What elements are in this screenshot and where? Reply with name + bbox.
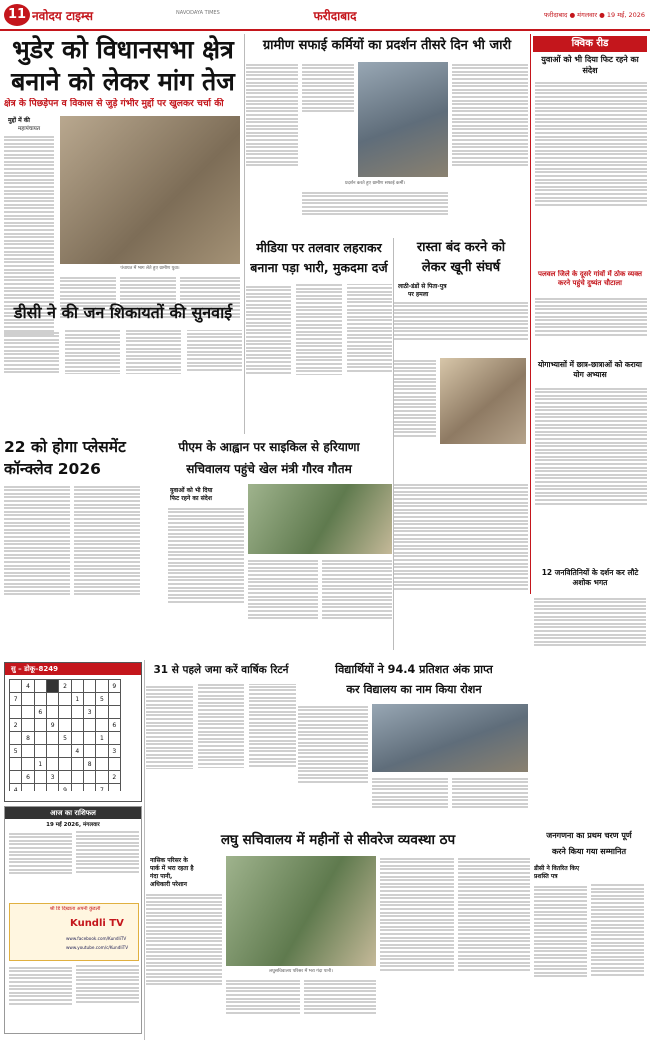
facebook-link[interactable]: www.facebook.com/KundliTV (66, 936, 127, 941)
placement-body-col1 (4, 484, 70, 654)
quick-read-item2-body (535, 296, 647, 358)
cycle-story (146, 436, 392, 656)
students-body-col3 (452, 776, 528, 826)
quick-read-item1-headline: युवाओं को भी दिया फिट रहने का संदेश (541, 55, 639, 75)
media-body (246, 284, 392, 434)
lead-headline-line2: बनाने को लेकर मांग तेज (11, 67, 235, 96)
rashifal-body2 (9, 965, 139, 1031)
road-photo (440, 358, 526, 444)
lead-sub2: महापंचायत (18, 126, 41, 132)
road-story (394, 238, 528, 648)
rashifal-body (9, 831, 139, 901)
sanitation-body-col3 (452, 62, 528, 222)
sanitation-body-col4 (302, 190, 448, 230)
sewerage-body-col2 (226, 978, 300, 1034)
lead-photo (60, 116, 240, 264)
sewerage-sub3: गंदा पानी, (150, 873, 173, 880)
rashifal-box (4, 806, 142, 1034)
rashifal-date: 19 मई 2026, मंगलवार (46, 822, 100, 828)
placement-body-col2 (74, 484, 140, 654)
sudoku-box (4, 662, 142, 802)
lead-headline-line1: भुडेर को विधानसभा क्षेत्र (12, 35, 234, 64)
students-body-col1 (298, 704, 368, 826)
census-sub: डीसी ने वितरित किए (534, 865, 580, 872)
lead-sub: मुद्दों में की (8, 117, 30, 124)
road-body-top (394, 300, 528, 360)
sewerage-photo-caption: लघुसचिवालय परिसर में भरा गंदा पानी। (269, 969, 333, 974)
students-headline-line2: कर विद्यालय का नाम किया रोशन (346, 683, 482, 696)
sewerage-sub: नासिक परिसर के (150, 857, 188, 864)
sewerage-sub2: पार्क में भरा रहता है (150, 865, 194, 872)
census-headline-line1: जनगणना का प्रथम चरण पूर्ण (546, 831, 632, 840)
sewerage-headline: लघु सचिवालय में महीनों से सीवरेज व्यवस्था ठप (220, 832, 456, 848)
brand-name: नवोदय टाइम्स (32, 9, 94, 23)
census-headline-line2: करने किया गया सम्मानित (551, 847, 627, 856)
cycle-sub2: फिट रहने का संदेश (170, 495, 212, 502)
itr-body (146, 684, 296, 816)
students-photo (372, 704, 528, 772)
column-divider (393, 238, 394, 650)
census-story (532, 828, 646, 1038)
column-divider (244, 34, 245, 434)
dateline: फरीदाबाद ● मंगलवार ● 19 मई, 2026 (544, 11, 645, 19)
sewerage-body-col1 (146, 892, 222, 1034)
lead-photo-caption: पंचायत में भाग लेते हुए ग्रामीण युवा। (120, 266, 180, 271)
road-body-bottom (394, 482, 528, 646)
sewerage-sub4: अधिकारी परेशान (150, 881, 187, 888)
quick-read-item3-headline: योगाभ्यासों में छात्र-छात्राओं को कराया योग अभ्यास (538, 360, 642, 379)
cycle-photo (248, 484, 392, 554)
sanitation-photo-caption: प्रदर्शन करते हुए ग्रामीण सफाई कर्मी। (344, 181, 406, 186)
road-headline-line1: रास्ता बंद करने को (416, 240, 506, 255)
itr-story (146, 660, 296, 820)
quick-read-label: क्विक रीड (533, 36, 647, 52)
rashifal-label: आज का राशिफल (5, 807, 141, 819)
cycle-body-col2 (248, 558, 318, 652)
sanitation-photo (358, 62, 448, 177)
road-sub2: पर हमला (408, 291, 429, 298)
lead-kicker: क्षेत्र के पिछड़ेपन व विकास से जुड़े गंभीर मुद्दों पर खुलकर चर्चा की (4, 98, 224, 109)
road-headline-line2: लेकर खूनी संघर्ष (421, 260, 501, 275)
quick-read-item4-headline: 12 जनवितिनियों के दर्शन कर लौटे अशोक भगत (541, 568, 639, 587)
census-sub2: प्रशस्ति पत्र (534, 873, 558, 880)
sanitation-headline: ग्रामीण सफाई कर्मियों का प्रदर्शन तीसरे दिन भी जारी (262, 38, 512, 53)
cycle-body-col3 (322, 558, 392, 652)
cycle-sub: युवाओं को भी दिया (170, 487, 213, 494)
students-body-col2 (372, 776, 448, 826)
dc-body (4, 330, 242, 426)
sudoku-grid: 4 2 9 7 1 5 6 3 2 9 6 8 5 1 5 4 3 1 8 6 3 2 4 9 7 (9, 679, 121, 791)
page-number: 11 (4, 4, 30, 26)
masthead-rule (0, 29, 650, 31)
placement-headline-line2: कॉन्क्लेव 2026 (4, 460, 101, 478)
column-divider (144, 660, 145, 1040)
quick-read-item4-body (534, 596, 646, 676)
students-headline-line1: विद्यार्थियों ने 94.4 प्रतिशत अंक प्राप्त (335, 663, 493, 676)
quick-read-item1-body (535, 80, 647, 270)
sanitation-story (246, 34, 528, 234)
quick-read-column (530, 34, 648, 594)
road-body-col1 (394, 358, 436, 478)
brand-small: NAVODAYA TIMES (176, 10, 220, 16)
sanitation-body-col2 (302, 62, 354, 142)
quick-read-item2-headline: पलवल जिले के दूसरे गांवों में ठोक व्यक्त करने पहुंचे दुष्यंत चौटाला (538, 270, 642, 287)
itr-headline: 31 से पहले जमा करें वार्षिक रिटर्न (153, 664, 289, 676)
kundli-logo: Kundli TV (70, 918, 124, 929)
dc-headline: डीसी ने की जन शिकायतों की सुनवाई (13, 303, 233, 322)
sewerage-body-col4 (380, 856, 454, 1034)
placement-headline-line1: 22 को होगा प्लेसमेंट (4, 438, 126, 456)
cycle-headline-line1: पीएम के आह्वान पर साइकिल से हरियाणा (178, 440, 360, 454)
media-story (246, 238, 392, 438)
section-name: फरीदाबाद (313, 9, 357, 23)
sewerage-photo (226, 856, 376, 966)
youtube-link[interactable]: www.youtube.com/c/KundliTV (66, 945, 129, 950)
kundli-promo: श्री डि दिखाता अपनी कुंडली (49, 906, 101, 912)
road-sub: लाठी-डंडों से पिता-पुत्र (398, 283, 447, 290)
sewerage-body-col5 (458, 856, 530, 1034)
kundli-banner (9, 903, 139, 961)
census-body (534, 884, 644, 1034)
sanitation-body-col1 (246, 62, 298, 222)
sudoku-label: सु – डोकू–8249 (5, 663, 141, 675)
masthead (0, 0, 650, 32)
sewerage-body-col3 (304, 978, 376, 1034)
cycle-body-col1 (168, 506, 244, 652)
media-headline-line2: बनाना पड़ा भारी, मुकदमा दर्ज (250, 260, 388, 275)
dc-story (4, 300, 242, 430)
students-story (298, 660, 530, 830)
media-headline-line1: मीडिया पर तलवार लहराकर (256, 240, 382, 255)
sewerage-story (146, 828, 530, 1038)
cycle-headline-line2: सचिवालय पहुंचे खेल मंत्री गौरव गौतम (186, 462, 352, 476)
quick-read-item3-body (535, 386, 647, 566)
